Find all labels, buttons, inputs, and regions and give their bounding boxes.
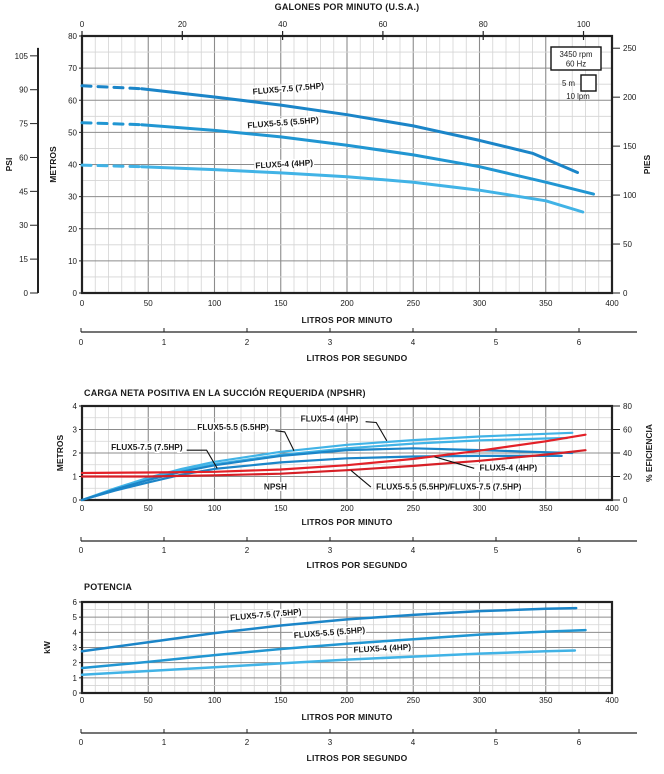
x-tick-label: 300 bbox=[472, 299, 487, 308]
right-tick-label: 150 bbox=[623, 142, 637, 152]
callout-line bbox=[366, 422, 387, 441]
legend bbox=[551, 47, 601, 101]
x-tick-label: 200 bbox=[340, 504, 354, 513]
right-tick-label: 100 bbox=[623, 191, 637, 201]
psi-tick-label: 75 bbox=[19, 119, 28, 129]
right-axis-label: PIES bbox=[642, 154, 652, 175]
x-tick-label: 50 bbox=[143, 696, 153, 705]
psi-tick-label: 90 bbox=[19, 85, 28, 95]
curve-label: FLUX5-7.5 (7.5HP) bbox=[252, 80, 325, 97]
x-tick-label: 100 bbox=[207, 299, 222, 308]
y-tick-label: 80 bbox=[68, 32, 77, 41]
x-tick-label: 250 bbox=[406, 696, 420, 705]
right-tick-label: 200 bbox=[623, 93, 637, 103]
right-tick-label: 20 bbox=[623, 472, 632, 482]
npsh-chart-title: CARGA NETA POSITIVA EN LA SUCCIÓN REQUERIDA (NPSHR) bbox=[84, 388, 366, 398]
lps-tick-label: 3 bbox=[327, 738, 333, 747]
legend-cell-width: 10 lpm bbox=[566, 92, 590, 101]
x-tick-label: 100 bbox=[207, 504, 222, 513]
curve-flux5-7.5-7.5hp--dashed bbox=[82, 86, 142, 89]
lps-tick-label: 4 bbox=[410, 546, 416, 555]
grid bbox=[82, 36, 612, 293]
y-axis-label: kW bbox=[42, 641, 52, 654]
lps-tick-label: 6 bbox=[576, 546, 582, 555]
x-tick-label: 100 bbox=[207, 696, 222, 705]
psi-tick-label: 105 bbox=[14, 51, 28, 61]
psi-tick-label: 15 bbox=[19, 255, 28, 265]
x-tick-label: 400 bbox=[605, 696, 619, 705]
y-axis-label: METROS bbox=[55, 434, 65, 472]
lps-tick-label: 4 bbox=[410, 338, 416, 347]
y-tick-label: 0 bbox=[72, 289, 77, 298]
y-tick-label: 6 bbox=[72, 598, 77, 607]
gpm-tick-label: 100 bbox=[576, 20, 591, 29]
x-tick-label: 200 bbox=[340, 696, 354, 705]
lps-tick-label: 2 bbox=[244, 338, 250, 347]
lps-tick-label: 0 bbox=[78, 738, 84, 747]
curve-flux5-5.5-5.5hp--dashed bbox=[82, 123, 142, 125]
lps-tick-label: 3 bbox=[327, 546, 333, 555]
x-tick-label: 350 bbox=[539, 696, 553, 705]
x-tick-label: 350 bbox=[539, 504, 553, 513]
lps-tick-label: 5 bbox=[493, 546, 499, 555]
x-tick-label: 150 bbox=[274, 504, 288, 513]
lps-tick-label: 2 bbox=[244, 738, 250, 747]
y-tick-label: 30 bbox=[68, 192, 77, 202]
x-tick-label: 0 bbox=[79, 504, 85, 513]
psi-tick-label: 45 bbox=[19, 187, 28, 197]
callout-label: NPSH bbox=[263, 481, 287, 492]
gpm-tick-label: 80 bbox=[478, 20, 488, 29]
callout-label: FLUX5-7.5 (7.5HP) bbox=[111, 442, 183, 453]
lps-tick-label: 1 bbox=[161, 338, 167, 347]
right-tick-label: 40 bbox=[623, 449, 632, 458]
y-tick-label: 1 bbox=[72, 472, 77, 482]
y-tick-label: 50 bbox=[68, 128, 77, 138]
right-tick-label: 80 bbox=[623, 402, 632, 411]
top-axis-title: GALONES POR MINUTO (U.S.A.) bbox=[274, 2, 420, 12]
y-tick-label: 5 bbox=[72, 613, 77, 623]
right-tick-label: 50 bbox=[623, 240, 632, 250]
callout-label: FLUX5-5.5 (5.5HP)/FLUX5-7.5 (7.5HP) bbox=[376, 481, 522, 492]
lps-tick-label: 5 bbox=[493, 338, 499, 347]
gpm-tick-label: 20 bbox=[177, 20, 187, 29]
legend-grid-cell-sample bbox=[581, 75, 596, 91]
gpm-tick-label: 0 bbox=[79, 20, 85, 29]
x-tick-label: 350 bbox=[539, 299, 553, 308]
lps-tick-label: 0 bbox=[78, 338, 84, 347]
x-tick-label: 0 bbox=[79, 696, 85, 705]
psi-axis-label: PSI bbox=[4, 157, 14, 172]
curve-label: FLUX5-5.5 (5.5HP) bbox=[246, 114, 320, 131]
x-tick-label: 250 bbox=[406, 504, 420, 513]
lps-tick-label: 2 bbox=[244, 546, 250, 555]
power-chart bbox=[0, 578, 664, 774]
lps-tick-label: 1 bbox=[161, 738, 167, 747]
x-tick-label: 50 bbox=[143, 299, 153, 308]
y-tick-label: 40 bbox=[68, 160, 77, 170]
y-tick-label: 70 bbox=[68, 64, 77, 74]
y-tick-label: 10 bbox=[68, 256, 77, 266]
legend-rpm: 3450 rpm bbox=[559, 50, 593, 59]
lps-tick-label: 6 bbox=[576, 338, 582, 347]
y-tick-label: 4 bbox=[72, 402, 77, 411]
right-tick-label: 0 bbox=[623, 289, 628, 298]
lps-tick-label: 5 bbox=[493, 738, 499, 747]
grid bbox=[82, 602, 612, 693]
right-axis-label: % EFICIENCIA bbox=[644, 423, 654, 483]
curve-label: FLUX5-5.5 (5.5HP) bbox=[293, 624, 366, 641]
x-tick-label: 0 bbox=[79, 299, 85, 308]
psi-tick-label: 60 bbox=[19, 153, 28, 163]
chart1-lps-axis-label: LITROS POR SEGUNDO bbox=[306, 353, 408, 363]
callout-label: FLUX5-4 (4HP) bbox=[300, 413, 359, 424]
legend-cell-height: 5 m bbox=[562, 79, 575, 88]
y-tick-label: 0 bbox=[72, 689, 77, 698]
curve-flux5-4-4hp--dashed bbox=[82, 165, 142, 167]
x-tick-label: 400 bbox=[605, 299, 619, 308]
x-tick-label: 200 bbox=[340, 299, 354, 308]
lps-tick-label: 1 bbox=[161, 546, 167, 555]
x-tick-label: 250 bbox=[406, 299, 420, 308]
callout-line bbox=[275, 431, 294, 451]
curve-label: FLUX5-4 (4HP) bbox=[255, 157, 314, 171]
callout-line bbox=[351, 470, 371, 487]
legend-hz: 60 Hz bbox=[565, 59, 587, 69]
x-tick-label: 400 bbox=[605, 504, 619, 513]
right-tick-label: 60 bbox=[623, 425, 632, 435]
lps-tick-label: 0 bbox=[78, 546, 84, 555]
y-tick-label: 2 bbox=[72, 449, 77, 458]
y-tick-label: 4 bbox=[72, 628, 77, 638]
x-tick-label: 300 bbox=[472, 696, 487, 705]
x-tick-label: 150 bbox=[274, 696, 288, 705]
curve-flux5-4-4hp- bbox=[142, 167, 583, 212]
series bbox=[82, 86, 594, 212]
y-tick-label: 0 bbox=[72, 496, 77, 505]
y-tick-label: 2 bbox=[72, 658, 77, 668]
y-tick-label: 60 bbox=[68, 96, 77, 106]
lps-tick-label: 3 bbox=[327, 338, 333, 347]
y-tick-label: 3 bbox=[72, 425, 77, 435]
psi-tick-label: 0 bbox=[23, 289, 28, 298]
chart2-lps-axis-label: LITROS POR SEGUNDO bbox=[306, 560, 408, 570]
right-tick-label: 0 bbox=[623, 496, 628, 505]
x-tick-label: 300 bbox=[472, 504, 487, 513]
right-tick-label: 250 bbox=[623, 44, 637, 54]
lps-tick-label: 4 bbox=[410, 738, 416, 747]
npsh-efficiency-chart bbox=[0, 378, 664, 574]
curve-flux5-5.5-5.5hp- bbox=[142, 125, 594, 194]
chart3-lps-axis-label: LITROS POR SEGUNDO bbox=[306, 753, 408, 763]
curve-label: FLUX5-7.5 (7.5HP) bbox=[229, 606, 302, 623]
gpm-tick-label: 60 bbox=[378, 20, 388, 29]
chart3-x-axis-label: LITROS POR MINUTO bbox=[301, 712, 393, 722]
y-tick-label: 3 bbox=[72, 643, 77, 653]
y-axis-label: METROS bbox=[48, 146, 58, 183]
y-tick-label: 1 bbox=[72, 673, 77, 683]
power-chart-title: POTENCIA bbox=[84, 582, 133, 592]
chart2-x-axis-label: LITROS POR MINUTO bbox=[301, 517, 393, 527]
chart1-x-axis-label: LITROS POR MINUTO bbox=[301, 315, 393, 325]
psi-tick-label: 30 bbox=[19, 221, 28, 231]
y-tick-label: 20 bbox=[68, 224, 77, 234]
gpm-tick-label: 40 bbox=[278, 20, 288, 29]
x-tick-label: 50 bbox=[143, 504, 153, 513]
lps-tick-label: 6 bbox=[576, 738, 582, 747]
callout-label: FLUX5-5.5 (5.5HP) bbox=[197, 421, 269, 432]
x-tick-label: 150 bbox=[274, 299, 288, 308]
curve-label: FLUX5-4 (4HP) bbox=[353, 641, 412, 655]
callout-label: FLUX5-4 (4HP) bbox=[479, 462, 538, 473]
